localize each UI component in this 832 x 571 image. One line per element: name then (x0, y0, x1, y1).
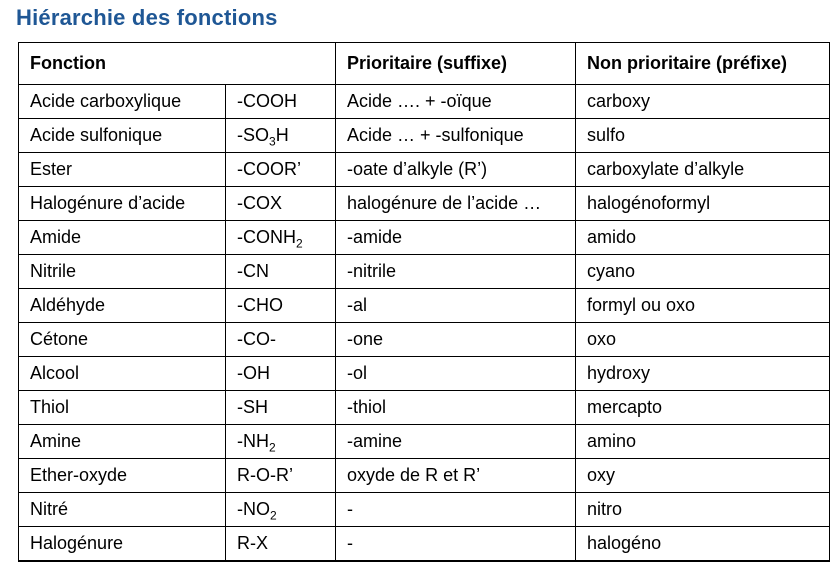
cell-formule: -CN (226, 255, 336, 289)
table-row (19, 119, 830, 153)
cell-fonction: Halogénure d’acide (19, 187, 226, 221)
functions-table (18, 42, 830, 562)
cell-prefixe: mercapto (576, 391, 830, 425)
cell-formule: $-NO_2$ (226, 493, 336, 527)
cell-formule: -OH (226, 357, 336, 391)
table-row (19, 153, 830, 187)
table-row (19, 289, 830, 323)
cell-formule: $-NH_2$ (226, 425, 336, 459)
cell-fonction: Nitré (19, 493, 226, 527)
cell-fonction: Cétone (19, 323, 226, 357)
cell-formule: -COOR’ (226, 153, 336, 187)
cell-suffixe: -al (336, 289, 576, 323)
cell-formule: -CHO (226, 289, 336, 323)
cell-formule: -COX (226, 187, 336, 221)
table-row (19, 357, 830, 391)
cell-suffixe: - (336, 493, 576, 527)
cell-fonction: Alcool (19, 357, 226, 391)
cell-formule: -COOH (226, 85, 336, 119)
cell-suffixe: - (336, 527, 576, 561)
cell-prefixe: amino (576, 425, 830, 459)
cell-fonction: Ether-oxyde (19, 459, 226, 493)
cell-formule: -SH (226, 391, 336, 425)
cell-suffixe: -oate d’alkyle (R’) (336, 153, 576, 187)
cell-suffixe: Acide … + -sulfonique (336, 119, 576, 153)
cell-fonction: Thiol (19, 391, 226, 425)
cell-suffixe: -amine (336, 425, 576, 459)
table-row (19, 459, 830, 493)
cell-fonction: Ester (19, 153, 226, 187)
cell-prefixe: amido (576, 221, 830, 255)
cell-suffixe: -one (336, 323, 576, 357)
cell-prefixe: halogénoformyl (576, 187, 830, 221)
table-row (19, 221, 830, 255)
table-row (19, 255, 830, 289)
cell-fonction: Nitrile (19, 255, 226, 289)
cell-suffixe: -amide (336, 221, 576, 255)
cell-prefixe: cyano (576, 255, 830, 289)
cell-formule: $-SO_3H$ (226, 119, 336, 153)
cell-formule: R-O-R’ (226, 459, 336, 493)
table-row (19, 323, 830, 357)
cell-suffixe: -nitrile (336, 255, 576, 289)
cell-prefixe: sulfo (576, 119, 830, 153)
cell-prefixe: nitro (576, 493, 830, 527)
cell-fonction: Halogénure (19, 527, 226, 561)
cell-formule: R-X (226, 527, 336, 561)
table-body (19, 85, 830, 561)
header-fonction: Fonction (19, 43, 336, 85)
cell-suffixe: Acide …. + -oïque (336, 85, 576, 119)
table-row (19, 85, 830, 119)
table-row (19, 425, 830, 459)
cell-prefixe: carboxy (576, 85, 830, 119)
cell-fonction: Amide (19, 221, 226, 255)
table-row (19, 187, 830, 221)
table-header (19, 43, 830, 85)
cell-prefixe: hydroxy (576, 357, 830, 391)
table-row (19, 527, 830, 561)
cell-prefixe: carboxylate d’alkyle (576, 153, 830, 187)
cell-suffixe: halogénure de l’acide … (336, 187, 576, 221)
header-non-prioritaire-prefixe: Non prioritaire (préfixe) (576, 43, 830, 85)
cell-suffixe: oxyde de R et R’ (336, 459, 576, 493)
cell-fonction: Amine (19, 425, 226, 459)
table-row (19, 493, 830, 527)
cell-prefixe: oxy (576, 459, 830, 493)
cell-formule: -CO- (226, 323, 336, 357)
cell-prefixe: oxo (576, 323, 830, 357)
cell-fonction: Acide sulfonique (19, 119, 226, 153)
cell-fonction: Acide carboxylique (19, 85, 226, 119)
cell-formule: $-CONH_2$ (226, 221, 336, 255)
cell-suffixe: -ol (336, 357, 576, 391)
table-row (19, 391, 830, 425)
cell-prefixe: formyl ou oxo (576, 289, 830, 323)
header-row (19, 43, 830, 85)
page-title: Hiérarchie des fonctions (16, 5, 278, 30)
cell-prefixe: halogéno (576, 527, 830, 561)
cell-fonction: Aldéhyde (19, 289, 226, 323)
cell-suffixe: -thiol (336, 391, 576, 425)
header-prioritaire-suffixe: Prioritaire (suffixe) (336, 43, 576, 85)
